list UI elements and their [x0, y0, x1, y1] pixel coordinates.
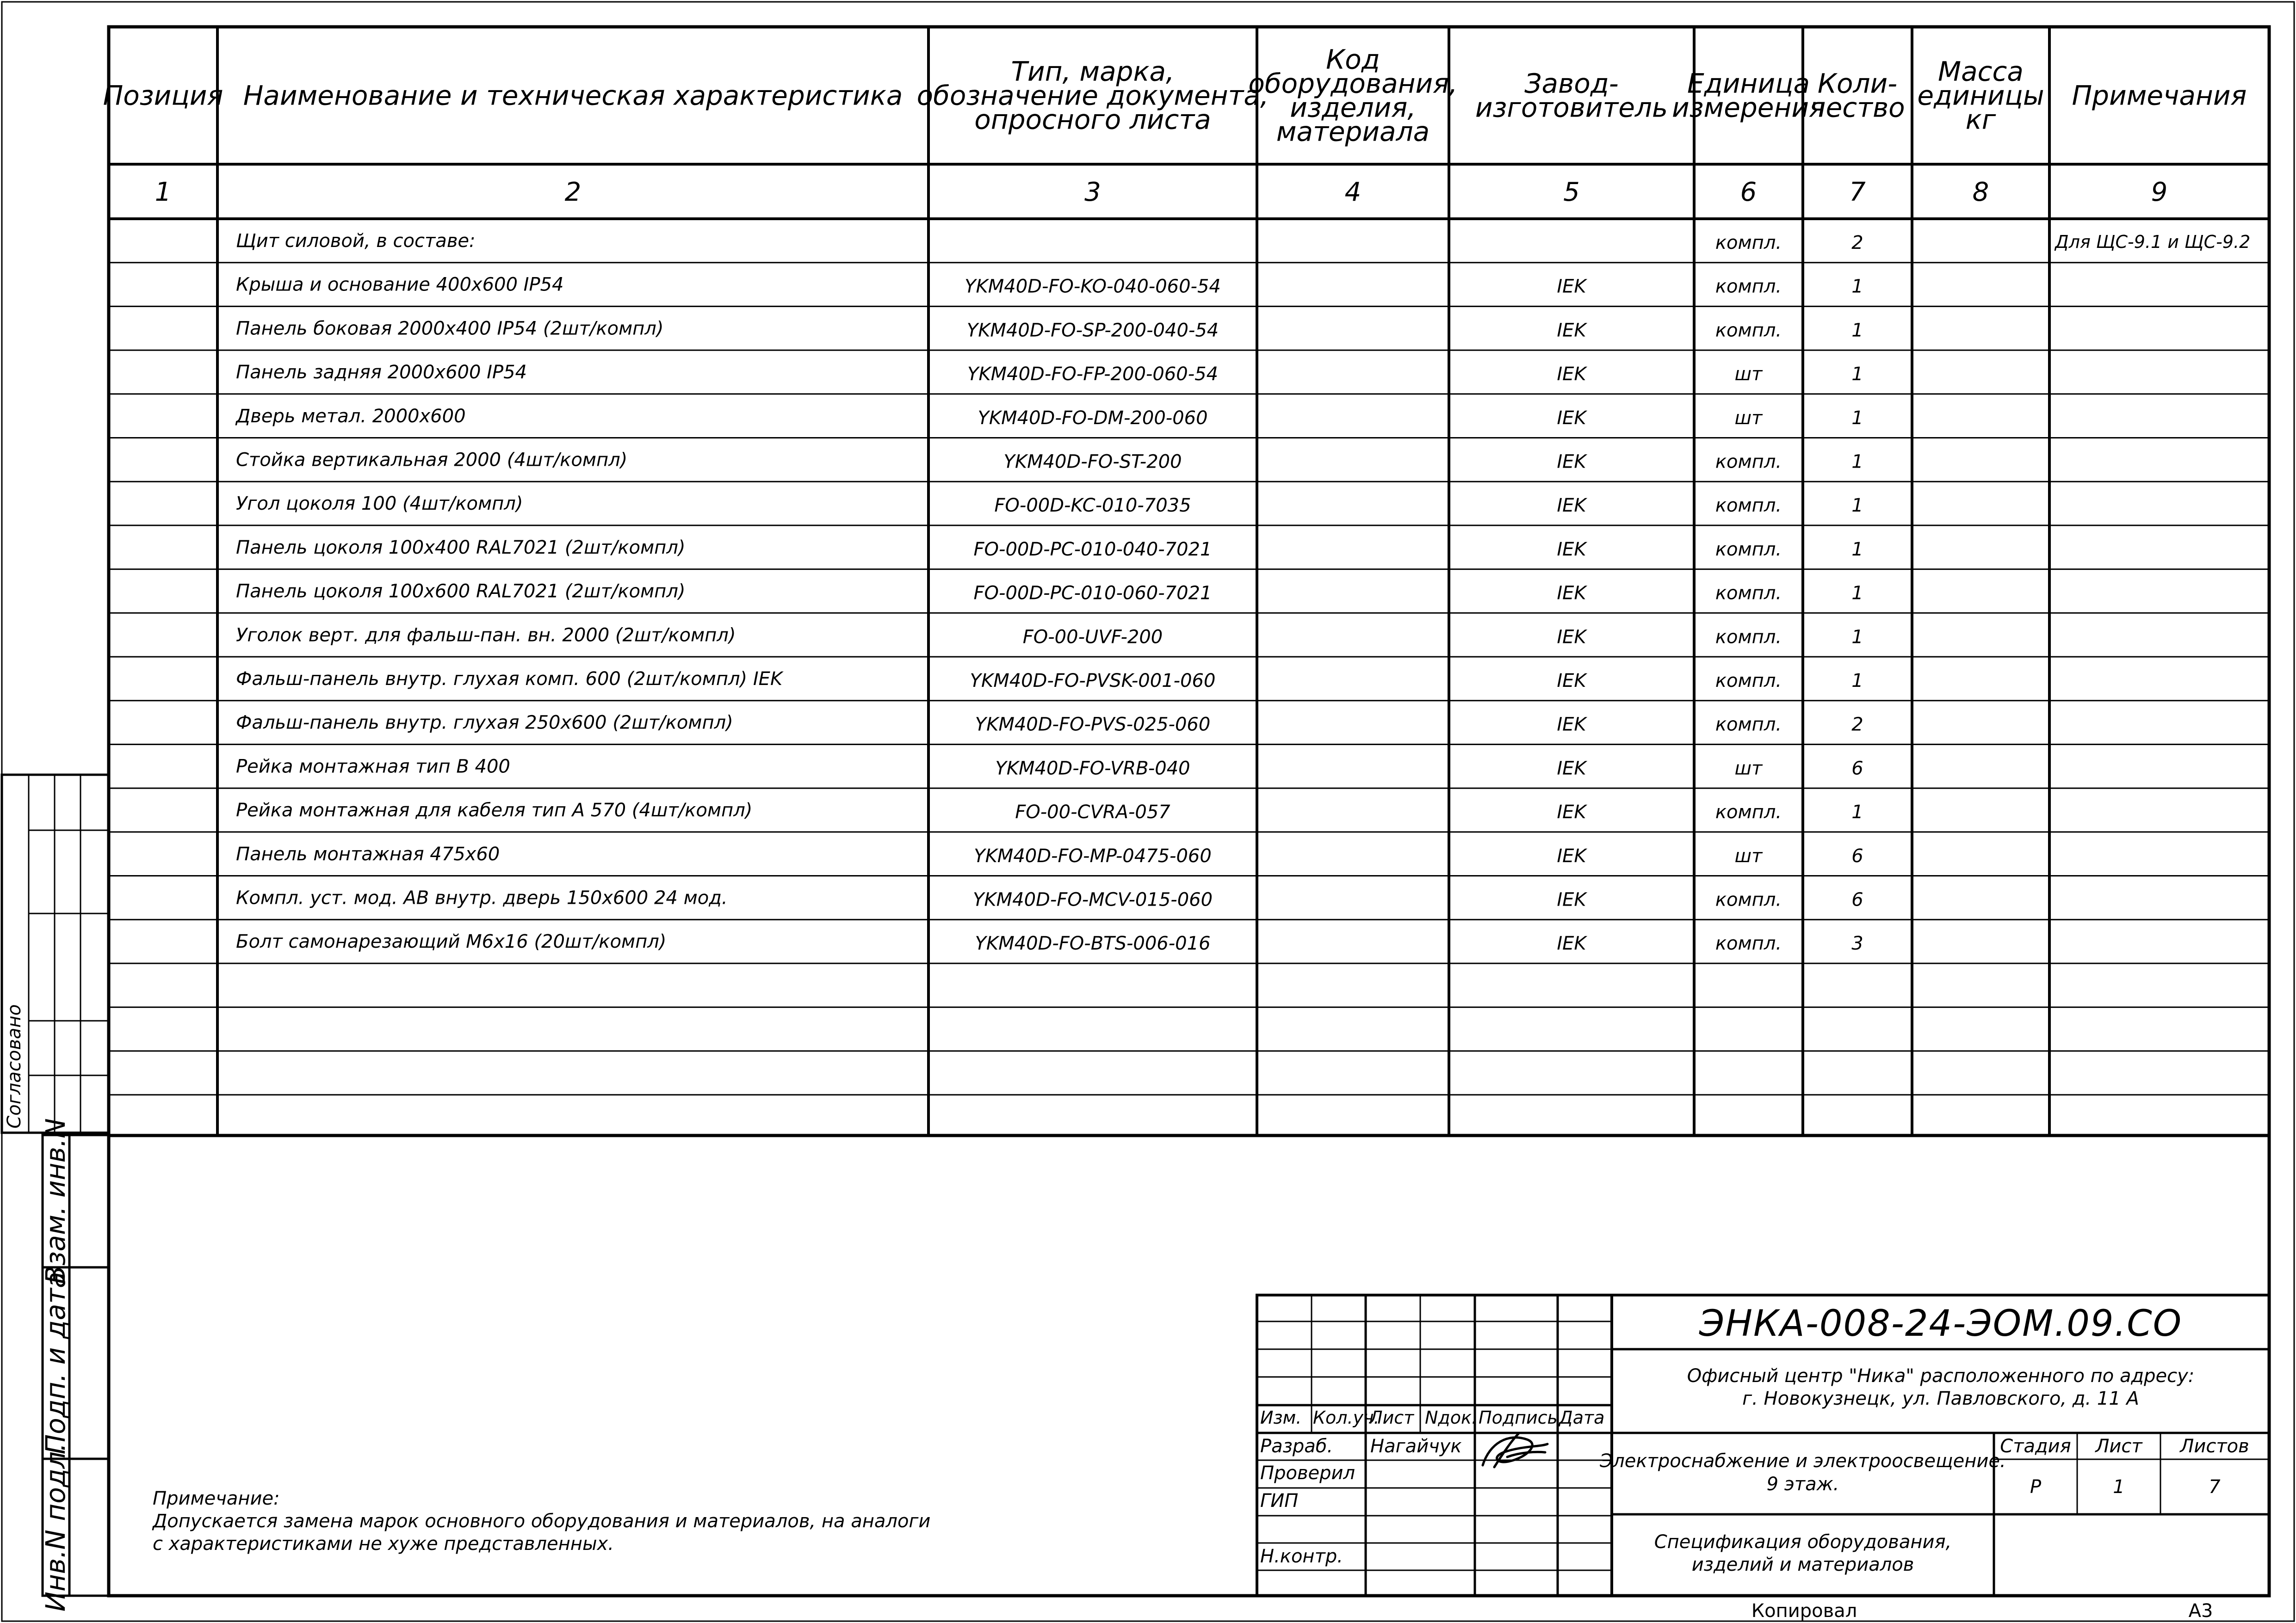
side-label-inv-podl: Инв.N подл.: [40, 1443, 71, 1612]
cell-unit: шт: [1734, 845, 1763, 867]
cell-unit: компл.: [1715, 714, 1782, 735]
cell-maker: IEK: [1557, 451, 1586, 473]
cell-name: Фальш-панель внутр. глухая комп. 600 (2шт/компл) IEK: [236, 668, 783, 690]
cell-type: YKM40D-FO-PVSK-001-060: [970, 670, 1216, 691]
cell-unit: шт: [1734, 758, 1763, 779]
section-line-2: 9 этаж.: [1766, 1474, 1839, 1495]
cell-type: YKM40D-FO-VRB-040: [995, 758, 1190, 779]
cell-unit: компл.: [1715, 538, 1782, 560]
header-col-4: Код: [1326, 43, 1380, 75]
cell-name: Рейка монтажная для кабеля тип А 570 (4шт/компл): [236, 800, 753, 821]
cell-qty: 1: [1851, 538, 1863, 560]
cell-qty: 1: [1851, 407, 1863, 429]
column-number-8: 8: [1972, 177, 1989, 207]
cell-maker: IEK: [1557, 802, 1586, 823]
side-label-soglasovano: Согласовано: [4, 1004, 25, 1129]
header-col-6: измерения: [1672, 92, 1825, 123]
header-col-7: Коли-: [1817, 68, 1898, 99]
cell-maker: IEK: [1557, 714, 1586, 735]
doc-title-line-2: изделий и материалов: [1691, 1554, 1914, 1575]
cell-qty: 1: [1851, 495, 1863, 517]
sheets-value: 7: [2209, 1476, 2221, 1498]
header-col-5: изготовитель: [1475, 92, 1668, 123]
cell-maker: IEK: [1557, 538, 1586, 560]
header-col-8: кг: [1965, 104, 1996, 136]
note-line-1: Допускается замена марок основного оборудования и материалов, на аналоги: [153, 1511, 931, 1532]
header-col-7: чество: [1810, 92, 1905, 123]
cell-maker: IEK: [1557, 889, 1586, 911]
tb-col-data: Дата: [1559, 1407, 1605, 1428]
header-col-3: Тип, марка,: [1011, 56, 1175, 87]
cell-name: Панель цоколя 100х400 RAL7021 (2шт/компл): [236, 537, 686, 558]
tb-col-izm: Изм.: [1260, 1407, 1302, 1428]
cell-qty: 1: [1851, 451, 1863, 473]
cell-qty: 1: [1851, 364, 1863, 385]
cell-name: Щит силовой, в составе:: [236, 230, 476, 252]
cell-maker: IEK: [1557, 626, 1586, 648]
tb-role-razrab: Разраб.: [1260, 1436, 1333, 1457]
tb-role-gip: ГИП: [1260, 1490, 1299, 1512]
cell-qty: 1: [1851, 582, 1863, 604]
cell-type: YKM40D-FO-FP-200-060-54: [967, 364, 1219, 385]
header-col-2: Наименование и техническая характеристика: [243, 80, 903, 111]
cell-unit: компл.: [1715, 670, 1782, 691]
cell-unit: компл.: [1715, 626, 1782, 648]
header-col-6: Единица: [1687, 68, 1810, 99]
cell-qty: 2: [1851, 714, 1863, 735]
cell-type: FO-00D-KC-010-7035: [994, 495, 1191, 517]
column-number-3: 3: [1084, 177, 1101, 207]
copied-label: Копировал: [1751, 1600, 1857, 1622]
side-label-vzam-inv: Взам. инв.N: [40, 1118, 71, 1284]
cell-type: YKM40D-FO-MCV-015-060: [972, 889, 1213, 911]
cell-name: Панель монтажная 475х60: [236, 843, 500, 865]
section-line-1: Электроснабжение и электроосвещение.: [1600, 1450, 2006, 1472]
cell-maker: IEK: [1557, 758, 1586, 779]
cell-qty: 6: [1851, 889, 1863, 911]
document-code: ЭНКА-008-24-ЭОМ.09.СО: [1699, 1303, 2183, 1345]
cell-unit: шт: [1734, 364, 1763, 385]
header-col-5: Завод-: [1524, 68, 1619, 99]
cell-unit: компл.: [1715, 495, 1782, 517]
column-number-1: 1: [155, 177, 172, 207]
header-col-4: изделия,: [1290, 92, 1416, 123]
header-col-9: Примечания: [2072, 80, 2247, 111]
cell-name: Фальш-панель внутр. глухая 250х600 (2шт/компл): [236, 712, 733, 734]
cell-name: Крыша и основание 400х600 IP54: [236, 274, 564, 296]
cell-name: Компл. уст. мод. АВ внутр. дверь 150х600 24 мод.: [236, 887, 728, 909]
column-number-5: 5: [1563, 177, 1580, 207]
cell-maker: IEK: [1557, 582, 1586, 604]
cell-name: Болт самонарезающий М6х16 (20шт/компл): [236, 931, 667, 953]
stage-value: Р: [2030, 1476, 2042, 1498]
cell-name: Панель цоколя 100х600 RAL7021 (2шт/компл): [236, 580, 686, 602]
cell-type: YKM40D-FO-MP-0475-060: [974, 845, 1212, 867]
cell-name: Стойка вертикальная 2000 (4шт/компл): [236, 449, 628, 471]
cell-qty: 1: [1851, 276, 1863, 297]
cell-unit: компл.: [1715, 451, 1782, 473]
cell-unit: компл.: [1715, 276, 1782, 297]
cell-type: YKM40D-FO-PVS-025-060: [975, 714, 1211, 735]
tb-col-list: Лист: [1369, 1407, 1414, 1428]
header-col-8: Масса: [1938, 56, 2024, 87]
cell-maker: IEK: [1557, 407, 1586, 429]
cell-unit: компл.: [1715, 933, 1782, 955]
cell-maker: IEK: [1557, 320, 1586, 341]
cell-unit: компл.: [1715, 582, 1782, 604]
cell-type: YKM40D-FO-ST-200: [1003, 451, 1182, 473]
cell-type: YKM40D-FO-BTS-006-016: [975, 933, 1211, 955]
cell-qty: 2: [1851, 232, 1863, 253]
cell-type: YKM40D-FO-KO-040-060-54: [965, 276, 1221, 297]
cell-maker: IEK: [1557, 933, 1586, 955]
column-number-6: 6: [1740, 177, 1757, 207]
column-number-2: 2: [564, 177, 582, 207]
header-col-1: Позиция: [103, 80, 223, 111]
cell-type: YKM40D-FO-SP-200-040-54: [966, 320, 1219, 341]
cell-type: FO-00D-PC-010-040-7021: [973, 538, 1212, 560]
tb-developer-name: Нагайчук: [1370, 1436, 1462, 1457]
column-number-7: 7: [1849, 177, 1866, 207]
object-line-1: Офисный центр "Ника" расположенного по адресу:: [1687, 1365, 2195, 1387]
cell-type: YKM40D-FO-DM-200-060: [978, 407, 1208, 429]
sheet-label: Лист: [2095, 1436, 2142, 1457]
format-label: А3: [2188, 1600, 2213, 1622]
cell-name: Рейка монтажная тип В 400: [236, 756, 510, 778]
object-line-2: г. Новокузнецк, ул. Павловского, д. 11 А: [1742, 1388, 2139, 1409]
cell-unit: компл.: [1715, 889, 1782, 911]
cell-qty: 3: [1851, 933, 1863, 955]
header-col-4: материала: [1276, 116, 1430, 148]
tb-role-nkontr: Н.контр.: [1260, 1546, 1343, 1567]
tb-col-podpis: Подпись: [1479, 1407, 1558, 1428]
cell-qty: 6: [1851, 758, 1863, 779]
cell-maker: IEK: [1557, 845, 1586, 867]
cell-unit: шт: [1734, 407, 1763, 429]
sheet-value: 1: [2113, 1476, 2125, 1498]
cell-name: Дверь метал. 2000х600: [236, 405, 466, 427]
tb-col-ndok: Nдок.: [1425, 1407, 1477, 1428]
column-number-9: 9: [2151, 177, 2168, 207]
cell-type: FO-00-UVF-200: [1022, 626, 1163, 648]
cell-name: Панель задняя 2000х600 IP54: [236, 362, 527, 383]
cell-unit: компл.: [1715, 232, 1782, 253]
cell-name: Угол цоколя 100 (4шт/компл): [236, 493, 523, 515]
sheets-label: Листов: [2180, 1436, 2249, 1457]
stage-label: Стадия: [2000, 1436, 2071, 1457]
column-number-4: 4: [1344, 177, 1362, 207]
cell-note: Для ЩС-9.1 и ЩС-9.2: [2055, 232, 2251, 252]
cell-unit: компл.: [1715, 802, 1782, 823]
cell-maker: IEK: [1557, 495, 1586, 517]
side-label-podp-data: Подп. и дата: [40, 1271, 71, 1455]
cell-qty: 6: [1851, 845, 1863, 867]
cell-maker: IEK: [1557, 670, 1586, 691]
doc-title-line-1: Спецификация оборудования,: [1654, 1531, 1952, 1553]
cell-unit: компл.: [1715, 320, 1782, 341]
cell-maker: IEK: [1557, 364, 1586, 385]
header-col-3: опросного листа: [974, 104, 1211, 136]
cell-qty: 1: [1851, 802, 1863, 823]
tb-role-proveril: Проверил: [1260, 1463, 1355, 1484]
header-col-4: оборудования,: [1248, 68, 1458, 99]
note-title: Примечание:: [153, 1488, 280, 1509]
cell-type: FO-00-CVRA-057: [1015, 802, 1170, 823]
cell-maker: IEK: [1557, 276, 1586, 297]
cell-name: Панель боковая 2000х400 IP54 (2шт/компл): [236, 318, 664, 339]
header-col-3: обозначение документа,: [916, 80, 1269, 111]
tb-col-kol-uch: Кол.уч.: [1313, 1407, 1380, 1428]
header-col-8: единицы: [1917, 80, 2044, 111]
note-line-2: с характеристиками не хуже представленных.: [153, 1533, 614, 1555]
cell-name: Уголок верт. для фальш-пан. вн. 2000 (2шт/компл): [236, 624, 736, 646]
cell-qty: 1: [1851, 670, 1863, 691]
cell-qty: 1: [1851, 626, 1863, 648]
cell-type: FO-00D-PC-010-060-7021: [973, 582, 1212, 604]
cell-qty: 1: [1851, 320, 1863, 341]
